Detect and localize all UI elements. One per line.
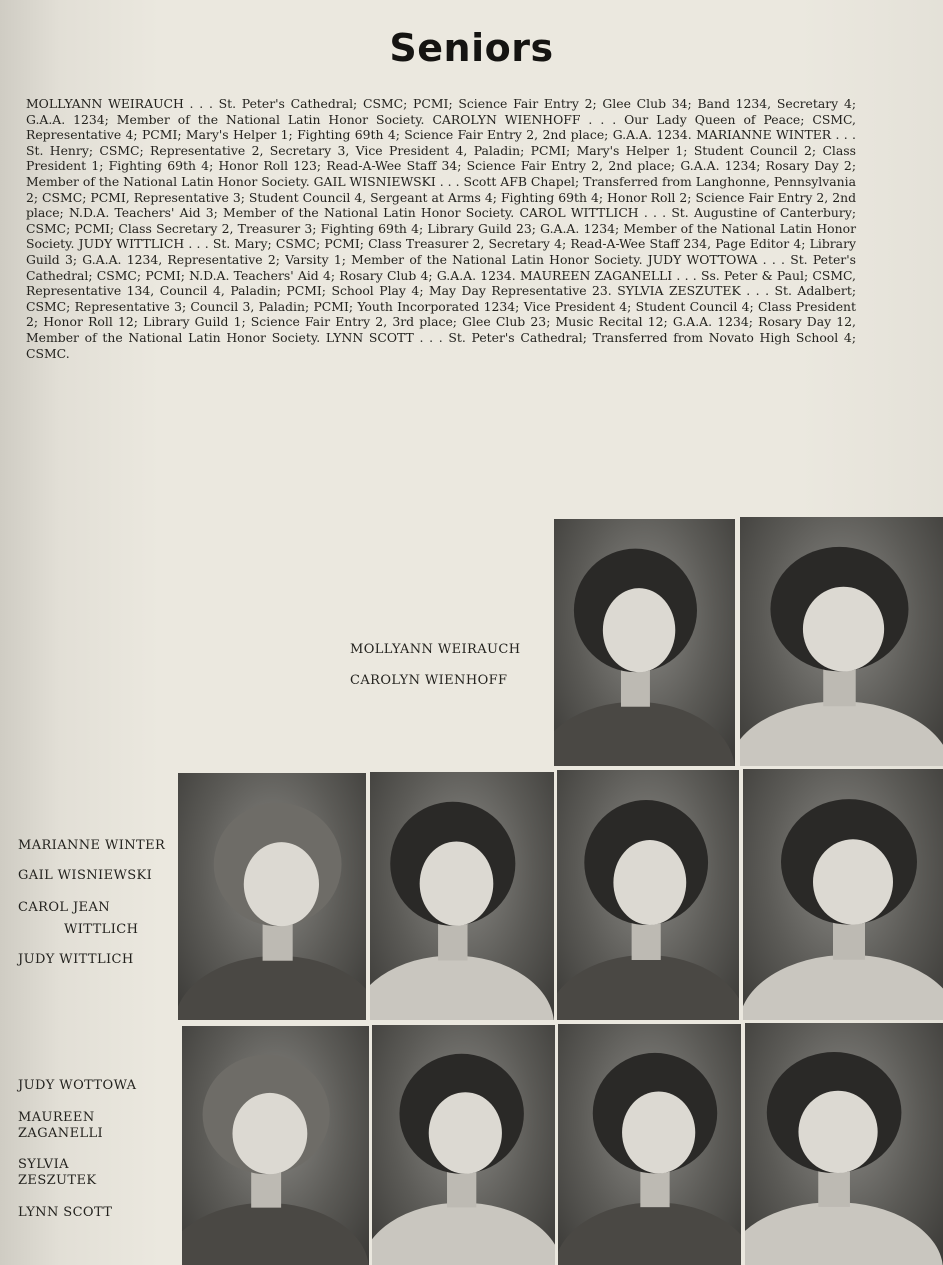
shoulders-shape — [740, 701, 943, 766]
caption-judy-wottowa: JUDY WOTTOWA — [18, 1078, 137, 1093]
caption-gail-wisniewski: GAIL WISNIEWSKI — [18, 868, 153, 883]
face-shape — [613, 840, 686, 925]
portrait-silhouette — [372, 1025, 555, 1265]
portrait-photo-mollyann-weirauch — [554, 519, 735, 766]
face-shape — [420, 841, 494, 925]
shoulders-shape — [745, 1202, 943, 1265]
shoulders-shape — [558, 1202, 741, 1265]
caption-zeszutek: ZESZUTEK — [18, 1173, 97, 1188]
caption-carol-jean: CAROL JEAN — [18, 900, 111, 915]
caption-maureen: MAUREEN — [18, 1110, 95, 1125]
caption-zaganelli: ZAGANELLI — [18, 1126, 104, 1141]
face-shape — [798, 1091, 877, 1173]
portrait-photo-gail-wisniewski — [370, 772, 554, 1020]
portrait-silhouette — [558, 1024, 741, 1265]
face-shape — [803, 587, 884, 672]
portrait-silhouette — [740, 517, 943, 766]
shoulders-shape — [372, 1203, 555, 1265]
portrait-photo-sylvia-zeszutek — [558, 1024, 741, 1265]
shoulders-shape — [178, 956, 366, 1020]
caption-lynn-scott: LYNN SCOTT — [18, 1205, 113, 1220]
caption-wittlich: WITTLICH — [64, 922, 139, 937]
portrait-silhouette — [743, 769, 943, 1020]
caption-mollyann-weirauch: MOLLYANN WEIRAUCH — [350, 642, 521, 657]
face-shape — [244, 842, 319, 926]
shoulders-shape — [370, 956, 554, 1020]
top-photo-captions — [350, 634, 520, 696]
shoulders-shape — [554, 702, 735, 766]
shoulders-shape — [182, 1203, 369, 1265]
portrait-photo-carolyn-wienhoff — [740, 517, 943, 766]
portrait-photo-carol-jean-wittlich — [557, 770, 739, 1020]
face-shape — [622, 1091, 695, 1173]
portrait-silhouette — [178, 773, 366, 1020]
portrait-silhouette — [554, 519, 735, 766]
portrait-photo-marianne-winter — [178, 773, 366, 1020]
portrait-silhouette — [182, 1026, 369, 1265]
senior-activities-paragraph: MOLLYANN WEIRAUCH . . . St. Peter's Cathedral; CSMC; PCMI; Science Fair Entry 2; Glee Club 34; Band 1234, Secretary 4; G.A.A. 1234; Member of the National Latin Honor Society. CAROLYN WIENHOFF . . . Our Lady Queen of Peace; CSMC, Representative 4; PCMI; Mary's Helper 1; Fighting 69th 4; Science Fair Entry 2, 2nd place; G.A.A. 1234. MARIANNE WINTER . . . St. Henry; CSMC; Representative 2, Secretary 3, Vice President 4, Paladin; PCMI; Mary's Helper 1; Student Council 2; Class President 1; Fighting 69th 4; Honor Roll 123; Read-A-Wee Staff 34; Science Fair Entry 2, 2nd place; G.A.A. 1234; Rosary Day 2; Member of the National Latin Honor Society. GAIL WISNIEWSKI . . . Scott AFB Chapel; Transferred from Langhonne, Pennsylvania 2; CSMC; PCMI, Representative 3; Student Council 4, Sergeant at Arms 4; Fighting 69th 4; Honor Roll 2; Science Fair Entry 2, 2nd place; N.D.A. Teachers' Aid 3; Member of the National Latin Honor Society. CAROL WITTLICH . . . St. Augustine of Canterbury; CSMC; PCMI; Class Secretary 2, Treasurer 3; Fighting 69th 4; Library Guild 23; G.A.A. 1234; Member of the National Latin Honor Society. JUDY WITTLICH . . . St. Mary; CSMC; PCMI; Class Treasurer 2, Secretary 4; Read-A-Wee Staff 234, Page Editor 4; Library Guild 3; G.A.A. 1234, Representative 2; Varsity 1; Member of the National Latin Honor Society. JUDY WOTTOWA . . . St. Peter's Cathedral; CSMC; PCMI; N.D.A. Teachers' Aid 4; Rosary Club 4; G.A.A. 1234. MAUREEN ZAGANELLI . . . Ss. Peter & Paul; CSMC, Representative 134, Council 4, Paladin; PCMI; School Play 4; May Day Representative 23. SYLVIA ZESZUTEK . . . St. Adalbert; CSMC; Representative 3; Council 3, Paladin; PCMI; Youth Incorporated 1234; Vice President 4; Student Council 4; Class President 2; Honor Roll 12; Library Guild 1; Science Fair Entry 2, 3rd place; Glee Club 23; Music Recital 12; G.A.A. 1234; Rosary Day 12, Member of the National Latin Honor Society. LYNN SCOTT . . . St. Peter's Cathedral; Transferred from Novato High School 4; CSMC. — [26, 96, 856, 361]
shoulders-shape — [557, 955, 739, 1020]
caption-judy-wittlich: JUDY WITTLICH — [18, 952, 134, 967]
portrait-photo-judy-wittlich — [743, 769, 943, 1020]
portrait-photo-maureen-zaganelli — [372, 1025, 555, 1265]
page-title: Seniors — [389, 26, 554, 70]
portrait-silhouette — [557, 770, 739, 1020]
portrait-photo-judy-wottowa — [182, 1026, 369, 1265]
portrait-silhouette — [745, 1023, 943, 1265]
caption-carolyn-wienhoff: CAROLYN WIENHOFF — [350, 673, 508, 688]
shoulders-shape — [743, 955, 943, 1020]
face-shape — [429, 1092, 502, 1174]
portrait-silhouette — [370, 772, 554, 1020]
portrait-photo-lynn-scott — [745, 1023, 943, 1265]
face-shape — [813, 839, 893, 924]
face-shape — [603, 588, 675, 672]
caption-marianne-winter: MARIANNE WINTER — [18, 838, 166, 853]
face-shape — [232, 1093, 307, 1174]
caption-sylvia: SYLVIA — [18, 1157, 69, 1172]
